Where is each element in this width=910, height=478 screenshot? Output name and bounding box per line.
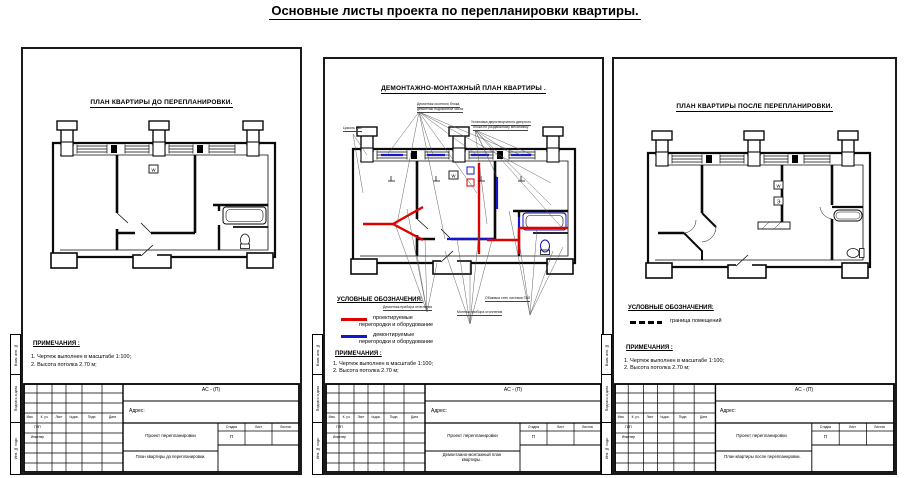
- floor-plan-after: [632, 125, 882, 295]
- project-name: Проект перепланировки: [145, 433, 196, 438]
- annotation: Монтаж прибора отопления: [457, 310, 503, 314]
- titleblock-side-strip: [312, 334, 323, 475]
- side-cell: [313, 335, 322, 375]
- note-line: 1. Чертеж выполнен в масштабе 1:100;: [31, 354, 132, 360]
- row-gip: ГИП: [34, 425, 41, 429]
- col-podp: Подп.: [389, 414, 399, 419]
- side-label: Инв. № подл.: [13, 437, 18, 460]
- project-name: Проект перепланировки: [447, 433, 498, 438]
- side-cell: [11, 335, 20, 375]
- address-label: Адрес:: [129, 408, 145, 414]
- notes-title: ПРИМЕЧАНИЯ :: [626, 345, 673, 351]
- side-label: Подпись и дата: [315, 385, 320, 412]
- sheets-header: Листов: [582, 424, 593, 429]
- note-line: 2. Высота потолка 2.70 м;: [333, 368, 399, 374]
- col-list: Лист: [646, 414, 654, 419]
- col-izm: Изм.: [26, 414, 34, 419]
- col-dok: №док.: [660, 414, 670, 419]
- legend-item-demolished: [341, 332, 481, 346]
- titleblock-side-strip: [10, 334, 21, 475]
- side-cell: [313, 423, 322, 474]
- col-data: Дата: [108, 414, 117, 419]
- legend-text: перегородки и оборудование: [359, 339, 434, 345]
- legend-text: проектируемые: [373, 315, 413, 321]
- note-line: 1. Чертеж выполнен в масштабе 1:100;: [624, 358, 725, 364]
- col-dok: №док.: [371, 414, 381, 419]
- legend-text: перегородки и оборудование: [359, 322, 434, 328]
- legend-text: демонтируемые: [373, 332, 415, 338]
- sheet-header: Лист: [556, 424, 565, 429]
- floor-plan-before: [37, 115, 287, 285]
- row-engineer: Инженер: [621, 435, 636, 439]
- annotation: Установка двухстворчатого дверного: [471, 120, 531, 124]
- legend-title: УСЛОВНЫЕ ОБОЗНАЧЕНИЯ:: [628, 305, 714, 311]
- row-engineer: Инженер: [30, 435, 45, 439]
- sheets-header: Листов: [280, 424, 291, 429]
- col-dok: №док.: [69, 414, 79, 419]
- sheet-heading: ПЛАН КВАРТИРЫ ДО ПЕРЕПЛАНИРОВКИ.: [90, 99, 233, 106]
- annotation: Цоколь ГВЛ: [343, 126, 363, 130]
- sheet-plan-demontage: [315, 57, 604, 475]
- col-kuch: К. уч.: [40, 414, 49, 419]
- side-label: Взам. инв. №: [13, 343, 18, 366]
- annotation: Демонтаж прибора отопления: [383, 305, 433, 309]
- stage-header: Стадия: [225, 424, 238, 429]
- stage-value: П: [823, 434, 828, 439]
- col-list: Лист: [55, 414, 63, 419]
- side-cell: [11, 423, 20, 474]
- page-title: Основные листы проекта по перепланировки квартиры.: [271, 3, 639, 18]
- col-izm: Изм.: [328, 414, 336, 419]
- annotation: Демонтаж оконного блока,: [417, 102, 461, 106]
- side-cell: [602, 375, 611, 423]
- demolished-line-swatch: [341, 335, 367, 338]
- side-label: Инв. № подл.: [604, 437, 609, 460]
- note-line: 2. Высота потолка 2.70 м;: [31, 362, 97, 368]
- col-data: Дата: [699, 414, 708, 419]
- sheet-heading: ПЛАН КВАРТИРЫ ПОСЛЕ ПЕРЕПЛАНИРОВКИ.: [676, 103, 833, 110]
- col-izm: Изм.: [617, 414, 625, 419]
- side-label: Подпись и дата: [13, 385, 18, 412]
- address-label: Адрес:: [431, 408, 447, 414]
- doc-name: План квартиры до перепланировки.: [135, 454, 206, 459]
- col-list: Лист: [357, 414, 365, 419]
- side-cell: [313, 375, 322, 423]
- sheet-header: Лист: [848, 424, 857, 429]
- side-cell: [602, 423, 611, 474]
- col-data: Дата: [410, 414, 419, 419]
- project-name: Проект перепланировки: [736, 433, 787, 438]
- legend-title: УСЛОВНЫЕ ОБОЗНАЧЕНИЯ:: [337, 297, 423, 303]
- titleblock: [325, 383, 602, 473]
- row-engineer: Инженер: [332, 435, 347, 439]
- legend-item-designed: [341, 315, 481, 329]
- doc-name: Демонтажно-монтажный план квартиры .: [442, 452, 502, 462]
- boundary-line-swatch: [630, 321, 662, 324]
- sheet-plan-after: [604, 57, 897, 475]
- legend-text: граница помещений: [670, 318, 722, 324]
- sheet-header: Лист: [254, 424, 263, 429]
- titleblock: [614, 383, 895, 473]
- row-gip: ГИП: [336, 425, 343, 429]
- side-label: Инв. № подл.: [315, 437, 320, 460]
- note-line: 2. Высота потолка 2.70 м;: [624, 365, 690, 371]
- col-kuch: К. уч.: [631, 414, 640, 419]
- annotation: Обшивка стен листами ГВЛ: [485, 296, 531, 300]
- stage-value: П: [229, 434, 234, 439]
- side-label: Взам. инв. №: [315, 343, 320, 366]
- side-cell: [11, 375, 20, 423]
- annotation: демонтаж подоконной части: [417, 107, 464, 111]
- stage-header: Стадия: [527, 424, 540, 429]
- annotation: блока по раздвижному механизму: [473, 125, 529, 129]
- titleblock-side-strip: [601, 334, 612, 475]
- address-label: Адрес:: [720, 408, 736, 414]
- col-podp: Подп.: [87, 414, 97, 419]
- side-cell: [602, 335, 611, 375]
- col-kuch: К. уч.: [342, 414, 351, 419]
- side-label: Взам. инв. №: [604, 343, 609, 366]
- sheet-heading: ДЕМОНТАЖНО-МОНТАЖНЫЙ ПЛАН КВАРТИРЫ .: [381, 85, 546, 92]
- notes-title: ПРИМЕЧАНИЯ :: [335, 351, 382, 357]
- col-podp: Подп.: [678, 414, 688, 419]
- doc-code: АС - (П): [794, 387, 814, 393]
- note-line: 1. Чертеж выполнен в масштабе 1:100;: [333, 361, 434, 367]
- designed-line-swatch: [341, 318, 367, 321]
- titleblock: [23, 383, 300, 473]
- sheet-plan-before: [13, 47, 302, 475]
- side-label: Подпись и дата: [604, 385, 609, 412]
- legend-item-boundary: [630, 318, 790, 328]
- notes-title: ПРИМЕЧАНИЯ :: [33, 341, 80, 347]
- row-gip: ГИП: [625, 425, 632, 429]
- doc-name: План квартиры после перепланировки.: [724, 454, 801, 459]
- doc-code: АС - (П): [201, 387, 221, 393]
- stage-value: П: [531, 434, 536, 439]
- stage-header: Стадия: [819, 424, 832, 429]
- doc-code: АС - (П): [503, 387, 523, 393]
- sheets-header: Листов: [874, 424, 885, 429]
